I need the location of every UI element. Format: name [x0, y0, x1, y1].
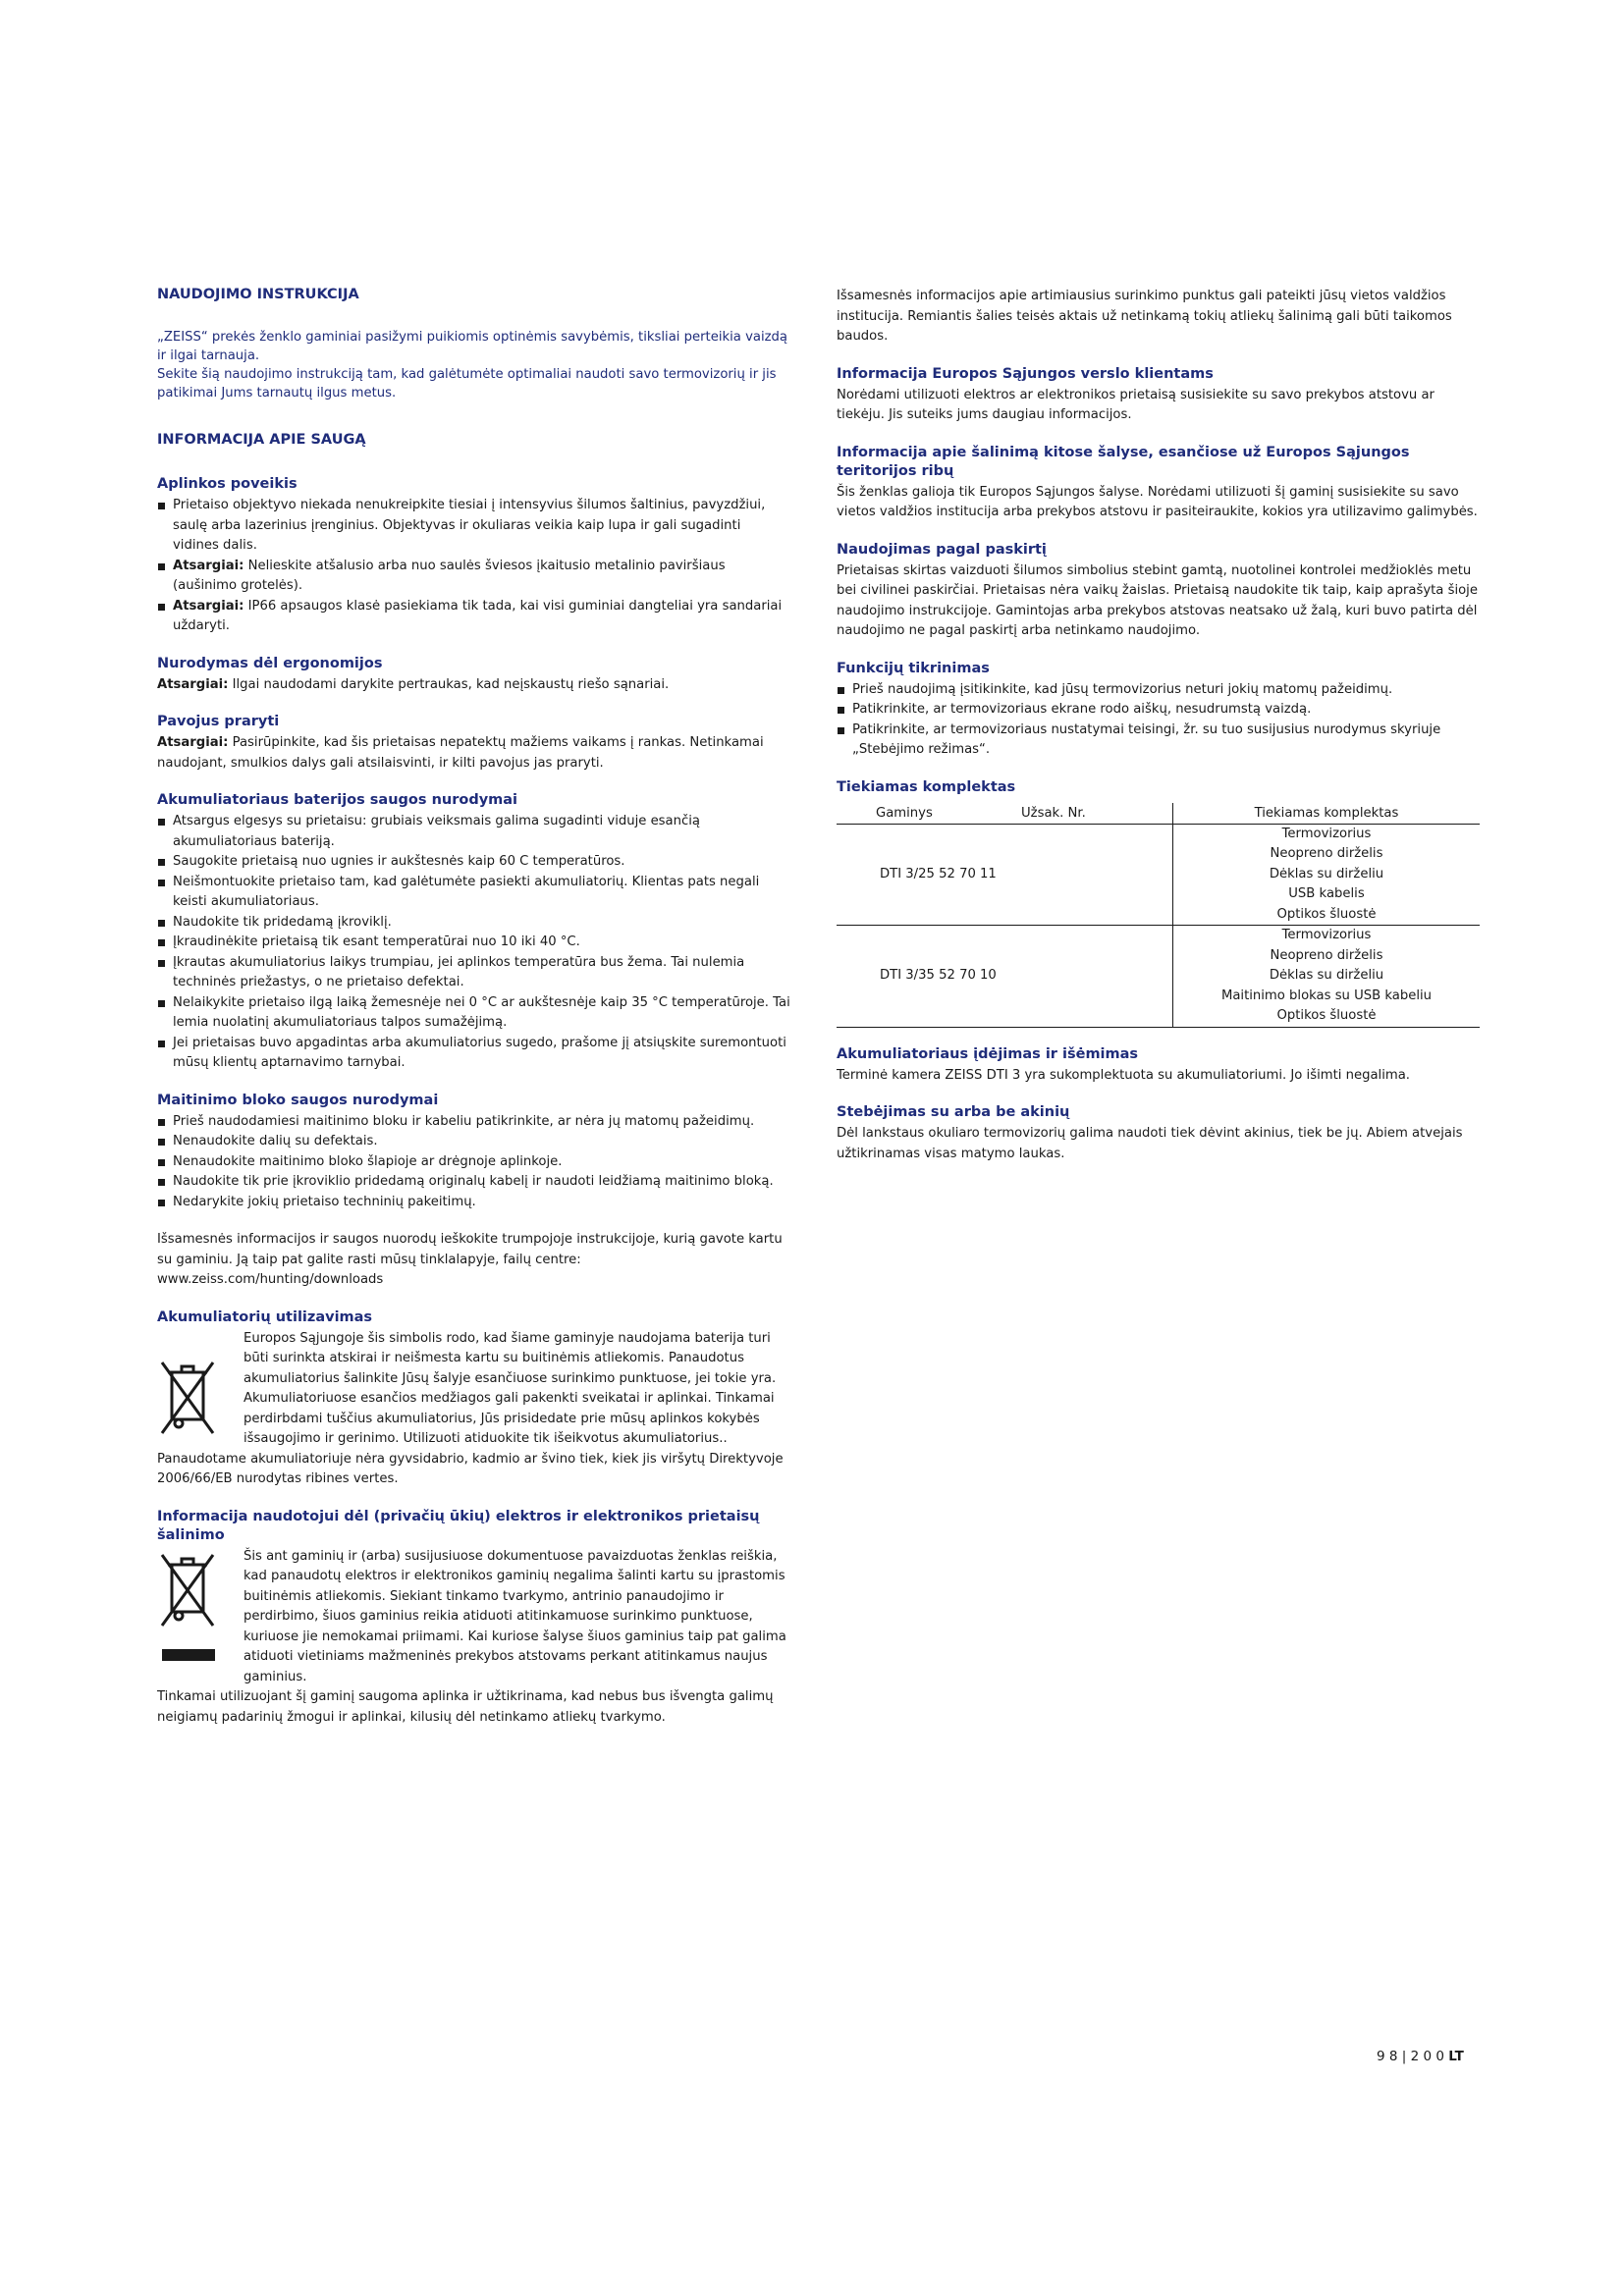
section-function-check	[837, 660, 1480, 761]
weee-bin-icon	[157, 1551, 218, 1664]
kit-item: USB kabelis	[1288, 886, 1365, 901]
intro	[157, 328, 790, 402]
section-weee	[157, 1508, 790, 1729]
section-other-countries	[837, 444, 1480, 523]
battery-disposal-text: Europos Sąjungoje šis simbolis rodo, kad šiame gaminyje naudojama baterija turi būti surinkta atskirai ir neišmesta kartu su buitinėmis atliekomis. Panaudotus akumuliatorius šalinkite Jūsų šalyje esančiuose surinkimo punktuose, jei tokie yra. Akumuliatoriuose esančios medžiagos gali pakenkti sveikatai ir aplinkai. Tinkamai perdirbdami tuščius akumuliatorius, Jūs prisidedate prie mūsų aplinkos kokybės išsaugojimo ir gerinimo. Utilizuoti atiduokite tik išeikvotus akumuliatorius..	[244, 1330, 777, 1446]
kit-item: Dėklas su dirželiu	[1269, 866, 1384, 881]
section-intended-use	[837, 541, 1480, 642]
eu-business-text: Norėdami utilizuoti elektros ar elektronikos prietaisą susisiekite su savo prekybos atstovu ar tiekėju. Jis suteiks jums daugiau informacijos.	[837, 387, 1435, 422]
other-countries-text: Šis ženklas galioja tik Europos Sąjungos šalyse. Norėdami utilizuoti šį gaminį susisiekite su savo vietos valdžios institucija arba prekybos atstovu ir pasiteiraukite, kokios yra utilizavimo galimybės.	[837, 484, 1478, 519]
kit-item: Optikos šluostė	[1276, 1008, 1377, 1023]
kit-product: DTI 3/25 52 70 11	[837, 824, 1173, 926]
section-battery-disposal	[157, 1308, 790, 1490]
ergonomics-text: Atsargiai: Ilgai naudodami darykite pertraukas, kad neįskaustų riešo sąnariai.	[157, 676, 670, 692]
section-kit	[837, 778, 1480, 1028]
list-item: Jei prietaisas buvo apgadintas arba akumuliatorius sugedo, prašome jį atsiųskite suremontuoti mūsų klientų aptarnavimo tarnybai.	[157, 1034, 790, 1074]
crossed-out-bin-icon	[157, 1359, 218, 1437]
list-item: Atsargus elgesys su prietaisu: grubiais veiksmais galima sugadinti viduje esančią akumuliatoriaus bateriją.	[157, 812, 790, 852]
section-heading: Informacija naudotojui dėl (privačių ūkių) elektros ir elektronikos prietaisų šalinimo	[157, 1508, 760, 1543]
kit-col-product: Gaminys	[837, 803, 1017, 825]
kit-item: Termovizorius	[1281, 928, 1372, 942]
list-item: Prietaiso objektyvo niekada nenukreipkite tiesiai į intensyvius šilumos šaltinius, pavyzdžiui, saulę arba lazerinius įrenginius. Objektyvas ir okuliaras veikia kaip lupa ir gali sugadinti vidines dalis.	[157, 496, 790, 557]
weee-text: Šis ant gaminių ir (arba) susijusiuose dokumentuose pavaizduotas ženklas reiškia, kad panaudotų elektros ir elektronikos gaminių negalima šalinti kartu su įprastomis buitinėmis atliekomis. Siekiant tinkamo tvarkymo, antrinio panaudojimo ir perdirbimo, šiuos gaminius reikia atiduoti atitinkamuose surinkimo punktuose, kuriuose jie nemokamai priimami. Kai kuriose šalyse šiuos gaminius taip pat galima atiduoti vietiniams mažmeninės prekybos atstovams perkant atitinkamus naujus gaminius.	[244, 1548, 786, 1684]
list-item: Atsargiai: Nelieskite atšalusio arba nuo saulės šviesos įkaitusio metalinio paviršiaus (aušinimo grotelės).	[157, 557, 790, 597]
kit-row	[837, 824, 1480, 926]
battery-safety-list	[157, 812, 790, 1074]
section-heading: Akumuliatoriaus įdėjimas ir išėmimas	[837, 1045, 1139, 1062]
kit-item: Neopreno dirželis	[1270, 947, 1383, 963]
swallow-text: Atsargiai: Pasirūpinkite, kad šis prietaisas nepatektų mažiems vaikams į rankas. Netinkamai naudojant, smulkios dalys gali atsilaisvinti, ir kilti pavojus jas praryti.	[157, 735, 764, 771]
kit-contents	[1173, 926, 1481, 1028]
list-item: Prieš naudodamiesi maitinimo bloku ir kabeliu patikrinkite, ar nėra jų matomų pažeidimų.	[157, 1112, 790, 1133]
list-item: Neišmontuokite prietaiso tam, kad galėtumėte pasiekti akumuliatorių. Klientas pats negali keisti akumuliatoriaus.	[157, 873, 790, 913]
kit-table	[837, 803, 1480, 1028]
section-heading: Akumuliatorių utilizavimas	[157, 1308, 373, 1325]
weee-note: Tinkamai utilizuojant šį gaminį saugoma aplinka ir užtikrinama, kad nebus bus išvengta galimų neigiamų padarinių žmogui ir aplinkai, kilusių dėl netinkamo atliekų tvarkymo.	[157, 1689, 774, 1725]
section-heading: Tiekiamas komplektas	[837, 778, 1016, 795]
left-column	[157, 287, 790, 1745]
section-heading: Pavojus praryti	[157, 714, 280, 729]
intro-text-2: Sekite šią naudojimo instrukciją tam, kad galėtumėte optimaliai naudoti savo termovizorių ir jis patikimai Jums tarnautų ilgus metus.	[157, 367, 777, 400]
section-swallow-hazard	[157, 713, 790, 774]
section-heading: Aplinkos poveikis	[157, 476, 298, 492]
battery-disposal-note: Panaudotame akumuliatoriuje nėra gyvsidabrio, kadmio ar švino tiek, kiek jis viršytų Direktyvoje 2006/66/EB nurodytas ribines vertes.	[157, 1451, 784, 1486]
section-heading: Funkcijų tikrinimas	[837, 660, 990, 676]
list-item: Naudokite tik pridedamą įkroviklį.	[157, 913, 790, 934]
kit-contents	[1173, 824, 1481, 926]
list-item: Nelaikykite prietaiso ilgą laiką žemesnėje nei 0 °C ar aukštesnėje kaip 35 °C temperatūroje. Tai lemia nuolatinį akumuliatoriaus talpos sumažėjimą.	[157, 993, 790, 1034]
kit-item: Neopreno dirželis	[1270, 846, 1383, 861]
list-item: Nedarykite jokių prietaiso techninių pakeitimų.	[157, 1193, 790, 1213]
kit-row	[837, 926, 1480, 1028]
section-eu-business	[837, 365, 1480, 426]
collection-points-text: Išsamesnės informacijos apie artimiausius surinkimo punktus gali pateikti jūsų vietos valdžios institucija. Remiantis šalies teisės aktais už netinkamą tokių atliekų šalinimą gali būti taikomos baudos.	[837, 289, 1452, 344]
battery-insert-text: Terminė kamera ZEISS DTI 3 yra sukomplektuota su akumuliatoriumi. Jo išimti negalima.	[837, 1067, 1411, 1083]
kit-product: DTI 3/35 52 70 10	[837, 926, 1173, 1028]
list-item: Nenaudokite maitinimo bloko šlapioje ar drėgnoje aplinkoje.	[157, 1152, 790, 1173]
section-battery-insert	[837, 1045, 1480, 1087]
kit-col-contents: Tiekiamas komplektas	[1173, 803, 1481, 825]
more-info-text: Išsamesnės informacijos ir saugos nuorodų ieškokite trumpojoje instrukcijoje, kurią gavote kartu su gaminiu. Ją taip pat galite rasti mūsų tinklalapyje, failų centre: www.zeiss.com/hunting/downloads	[157, 1232, 783, 1287]
list-item: Naudokite tik prie įkroviklio pridedamą originalų kabelį ir naudoti leidžiamą maitinimo bloką.	[157, 1172, 790, 1193]
power-safety-list	[157, 1112, 790, 1213]
safety-title: INFORMACIJA APIE SAUGĄ	[157, 432, 366, 448]
kit-item: Optikos šluostė	[1276, 906, 1377, 922]
kit-col-order: Užsak. Nr.	[1017, 803, 1173, 825]
section-heading: Informacija apie šalinimą kitose šalyse, esančiose už Europos Sąjungos teritorijos ribų	[837, 444, 1410, 479]
section-glasses	[837, 1103, 1480, 1164]
section-environment	[157, 475, 790, 637]
section-heading: Nurodymas dėl ergonomijos	[157, 655, 383, 671]
list-item: Įkrautas akumuliatorius laikys trumpiau, jei aplinkos temperatūra bus žema. Tai nulemia techninės priežastys, o ne prietaiso defektai.	[157, 953, 790, 993]
glasses-text: Dėl lankstaus okuliaro termovizorių galima naudoti tiek dėvint akinius, tiek be jų. Abiem atvejais užtikrinamas visas matymo laukas.	[837, 1126, 1463, 1161]
section-power-supply	[157, 1092, 790, 1213]
kit-item: Dėklas su dirželiu	[1269, 968, 1384, 983]
kit-item: Maitinimo blokas su USB kabeliu	[1220, 988, 1433, 1003]
list-item: Įkraudinėkite prietaisą tik esant temperatūrai nuo 10 iki 40 °C.	[157, 933, 790, 953]
section-battery-safety	[157, 791, 790, 1074]
section-heading: Maitinimo bloko saugos nurodymai	[157, 1092, 439, 1108]
intended-use-text: Prietaisas skirtas vaizduoti šilumos simbolius stebint gamtą, nuotolinei kontrolei medžioklės metu bei civilinei paskirčiai. Prietaisas nėra vaikų žaislas. Prietaisą naudokite tik taip, kaip aprašyta šioje naudojimo instrukcijoje. Gamintojas arba prekybos atstovas neatsako už žalą, kuri buvo patirta dėl naudojimo ne pagal paskirtį arba netinkamo naudojimo.	[837, 562, 1478, 638]
environment-list	[157, 496, 790, 637]
section-heading: Stebėjimas su arba be akinių	[837, 1104, 1070, 1120]
function-check-list	[837, 680, 1480, 761]
section-heading: Informacija Europos Sąjungos verslo klientams	[837, 365, 1214, 382]
page-number: 9 8 | 2 0 0 LT	[1377, 2049, 1464, 2064]
right-column	[837, 287, 1480, 1182]
kit-item: Termovizorius	[1281, 826, 1372, 841]
page-title: NAUDOJIMO INSTRUKCIJA	[157, 287, 359, 302]
section-heading: Naudojimas pagal paskirtį	[837, 541, 1047, 558]
list-item: Patikrinkite, ar termovizoriaus ekrane rodo aiškų, nesudrumstą vaizdą.	[837, 700, 1480, 721]
list-item: Patikrinkite, ar termovizoriaus nustatymai teisingi, žr. su tuo susijusius nurodymus skyriuje „Stebėjimo režimas“.	[837, 721, 1480, 761]
intro-text-1: „ZEISS“ prekės ženklo gaminiai pasižymi puikiomis optinėmis savybėmis, tiksliai perteikia vaizdą ir ilgai tarnauja.	[157, 330, 787, 363]
list-item: Atsargiai: IP66 apsaugos klasė pasiekiama tik tada, kai visi guminiai dangteliai yra sandariai uždaryti.	[157, 597, 790, 637]
list-item: Saugokite prietaisą nuo ugnies ir aukštesnės kaip 60 C temperatūros.	[157, 852, 790, 873]
section-ergonomics	[157, 655, 790, 696]
list-item: Prieš naudojimą įsitikinkite, kad jūsų termovizorius neturi jokių matomų pažeidimų.	[837, 680, 1480, 701]
section-heading: Akumuliatoriaus baterijos saugos nurodymai	[157, 792, 518, 808]
list-item: Nenaudokite dalių su defektais.	[157, 1132, 790, 1152]
